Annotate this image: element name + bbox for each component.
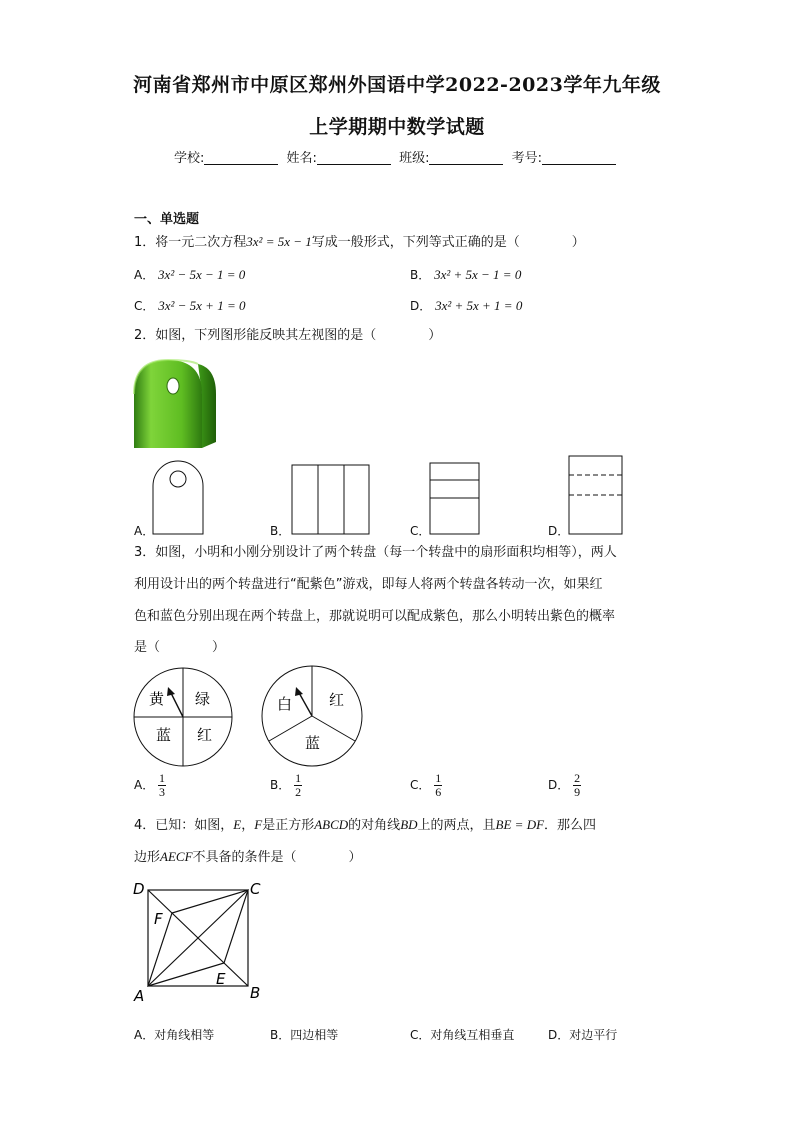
option-text: 对角线相等 <box>154 1028 215 1042</box>
q4-square-figure <box>128 878 268 1006</box>
q2-option-d: D． <box>548 524 570 538</box>
spinner-1-sector-blue: 蓝 <box>156 726 172 744</box>
q4-text: 不具备的条件是（ ） <box>192 850 362 865</box>
denominator: 2 <box>295 785 302 799</box>
question-1 <box>134 234 585 251</box>
numerator: 2 <box>574 771 581 785</box>
numerator: 1 <box>295 771 302 785</box>
q4-math-abcd: ABCD <box>314 817 349 832</box>
q3-option-b <box>270 772 302 799</box>
denominator: 9 <box>574 785 581 799</box>
q4-text: 边形 <box>134 850 161 865</box>
option-label: C． <box>410 1028 431 1042</box>
question-3-line1: 3．如图，小明和小刚分别设计了两个转盘（每一个转盘中的扇形面积均相等），两人 <box>134 545 617 560</box>
q2-option-b-figure <box>291 464 371 535</box>
school-label: 学校: <box>174 151 205 166</box>
q4-math-aecf: AECF <box>160 849 193 864</box>
label-f: F <box>154 910 163 928</box>
label-c: C <box>250 880 261 898</box>
fraction <box>294 772 302 799</box>
fraction <box>434 772 442 799</box>
q4-text: ．那么四 <box>544 818 597 833</box>
q3-option-a <box>134 772 166 799</box>
q4-option-b <box>270 1026 338 1043</box>
number-label: 考号: <box>511 151 542 166</box>
question-3-line2: 利用设计出的两个转盘进行“配紫色”游戏，即每人将两个转盘各转动一次，如果红 <box>134 577 603 592</box>
option-text: 四边相等 <box>290 1028 339 1042</box>
q2-3d-object-figure <box>130 354 220 450</box>
student-info-row <box>0 147 794 166</box>
option-text: 3x² + 5x + 1 = 0 <box>435 298 523 313</box>
spinner-2-sector-blue: 蓝 <box>305 734 321 752</box>
name-label: 姓名: <box>286 151 317 166</box>
fraction <box>158 772 166 799</box>
label-b: B <box>250 984 261 1002</box>
question-4-line2 <box>134 849 362 866</box>
q1-prefix: 1．将一元二次方程 <box>134 235 247 250</box>
q4-text: 上的两点，且 <box>417 818 496 833</box>
option-text: 对边平行 <box>569 1028 618 1042</box>
question-2: 2．如图，下列图形能反映其左视图的是（ ） <box>134 328 442 343</box>
denominator: 3 <box>159 785 166 799</box>
q2-option-c-figure <box>429 462 481 535</box>
numerator: 1 <box>159 771 166 785</box>
q2-option-c: C． <box>410 524 431 538</box>
q2-option-d-figure <box>568 455 624 535</box>
option-label: A． <box>134 268 155 282</box>
spinner-2-sector-white: 白 <box>277 695 293 713</box>
option-text: 3x² − 5x + 1 = 0 <box>158 298 246 313</box>
q4-math-bd: BD <box>400 817 418 832</box>
option-label: D． <box>548 1028 570 1042</box>
question-4-line1 <box>134 817 596 834</box>
option-label: B． <box>270 778 291 792</box>
q4-text: 4．已知：如图， <box>134 818 234 833</box>
option-text: 3x² − 5x − 1 = 0 <box>158 267 246 282</box>
class-label: 班级: <box>399 151 430 166</box>
denominator: 6 <box>435 785 442 799</box>
q4-text: ， <box>241 818 255 833</box>
q4-text: 是正方形 <box>262 818 315 833</box>
spinner-1-sector-red: 红 <box>197 726 213 744</box>
page-title-line1: 河南省郑州市中原区郑州外国语中学2022-2023学年九年级 <box>133 74 661 96</box>
q1-option-a <box>134 266 245 283</box>
q4-option-c <box>410 1026 514 1043</box>
option-label: B． <box>270 1028 291 1042</box>
q1-equation: 3x² = 5x − 1 <box>246 234 312 249</box>
option-text: 3x² + 5x − 1 = 0 <box>434 267 522 282</box>
spinner-2-sector-red: 红 <box>329 691 345 709</box>
option-label: D． <box>548 778 570 792</box>
q1-suffix: 写成一般形式，下列等式正确的是（ ） <box>311 235 585 250</box>
fraction <box>573 772 581 799</box>
q4-math-f: F <box>254 817 263 832</box>
option-label: C． <box>410 778 431 792</box>
label-a: A <box>134 987 145 1005</box>
q4-option-d <box>548 1026 617 1043</box>
page-title-line2: 上学期期中数学试题 <box>309 116 485 138</box>
option-label: A． <box>134 1028 155 1042</box>
numerator: 1 <box>435 771 442 785</box>
q4-option-a <box>134 1026 214 1043</box>
number-blank <box>542 150 616 165</box>
school-blank <box>204 150 278 165</box>
spinner-1-sector-yellow: 黄 <box>149 690 165 708</box>
q1-option-d <box>410 297 522 314</box>
spinner-1-sector-green: 绿 <box>195 690 211 708</box>
label-e: E <box>216 970 226 988</box>
question-3-line3: 色和蓝色分别出现在两个转盘上，那就说明可以配成紫色，那么小明转出紫色的概率 <box>134 609 616 624</box>
q3-option-d <box>548 772 581 799</box>
option-text: 对角线互相垂直 <box>430 1028 515 1042</box>
section-title: 一、单选题 <box>134 212 200 227</box>
q1-option-b <box>410 266 521 283</box>
option-label: A． <box>134 778 155 792</box>
q2-option-a: A． <box>134 524 155 538</box>
q4-text: 的对角线 <box>348 818 401 833</box>
name-blank <box>317 150 391 165</box>
spinner-1 <box>132 666 234 768</box>
option-label: B． <box>410 268 431 282</box>
q3-option-c <box>410 772 442 799</box>
question-3-line4: 是（ ） <box>134 640 226 655</box>
option-label: C． <box>134 299 155 313</box>
q4-math-e: E <box>233 817 242 832</box>
label-d: D <box>133 880 145 898</box>
option-label: D． <box>410 299 432 313</box>
q1-option-c <box>134 297 245 314</box>
q2-option-b: B． <box>270 524 291 538</box>
q2-option-a-figure <box>152 460 206 535</box>
q4-math-eq: BE = DF <box>495 817 545 832</box>
class-blank <box>429 150 503 165</box>
spinner-2 <box>260 664 364 768</box>
